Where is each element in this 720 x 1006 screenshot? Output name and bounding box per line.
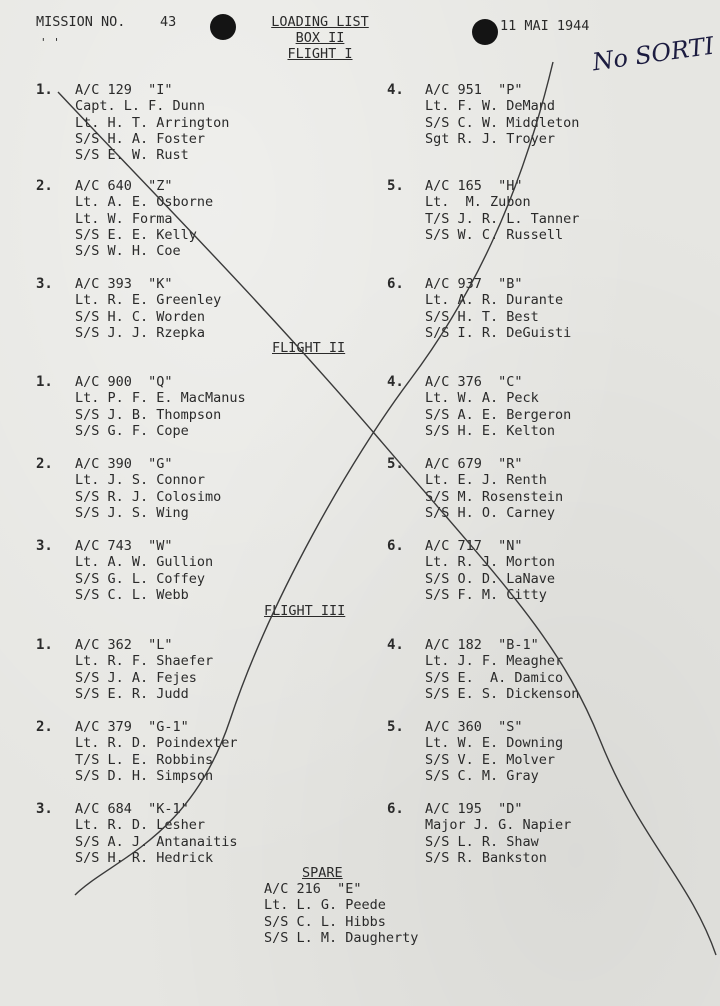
position-number: 6. [387,276,404,292]
crew-line: Lt. H. T. Arrington [75,114,230,131]
crew-line: S/S E. A. Damico [425,669,564,686]
crew-line: Lt. P. F. E. MacManus [75,390,246,407]
crew-line: T/S L. E. Robbins [75,751,214,768]
mission-number: 43 [160,14,177,30]
crew-line: Lt. R. D. Poindexter [75,735,238,752]
crew-line: Lt. W. A. Peck [425,390,539,407]
position-number: 1. [36,637,53,653]
crew-line: Sgt R. J. Troyer [425,130,556,147]
crew-line: S/S C. L. Hibbs [264,913,386,930]
position-number: 2. [36,456,53,472]
aircraft-line: A/C 376 "C" [425,374,523,390]
position-number: 2. [36,719,53,735]
strike-line-descending [58,92,716,955]
aircraft-line: A/C 360 "S" [425,719,523,735]
crew-line: S/S F. M. Citty [425,586,547,603]
aircraft-line: A/C 393 "K" [75,276,173,292]
crew-line: S/S A. J. Antanaitis [75,833,238,850]
crew-line: S/S H. A. Foster [75,130,206,147]
box-label: BOX II [295,30,345,46]
aircraft-line: A/C 216 "E" [264,881,362,897]
position-number: 1. [36,374,53,390]
crew-line: Major J. G. Napier [425,817,572,834]
aircraft-line: A/C 743 "W" [75,538,173,554]
crew-line: Lt. J. F. Meagher [425,653,564,670]
crew-line: Lt. R. D. Lesher [75,817,206,834]
crew-line: S/S J. S. Wing [75,504,189,521]
position-number: 3. [36,801,53,817]
crew-line: S/S L. R. Shaw [425,833,539,850]
crew-line: S/S I. R. DeGuisti [425,324,572,341]
position-number: 4. [387,82,404,98]
crew-line: Lt. R. F. Shaefer [75,653,214,670]
aircraft-line: A/C 129 "I" [75,82,173,98]
position-number: 5. [387,456,404,472]
mission-date: 11 MAI 1944 [500,18,590,34]
ditto-marks: ' ' [40,36,60,49]
aircraft-line: A/C 182 "B-1" [425,637,539,653]
aircraft-line: A/C 717 "N" [425,538,523,554]
position-number: 5. [387,719,404,735]
crew-line: Lt. L. G. Peede [264,897,386,914]
crew-line: S/S G. F. Cope [75,422,189,439]
aircraft-line: A/C 390 "G" [75,456,173,472]
aircraft-line: A/C 640 "Z" [75,178,173,194]
crew-line: S/S H. R. Hedrick [75,849,214,866]
crew-line: S/S J. A. Fejes [75,669,197,686]
crew-line: Lt. R. E. Greenley [75,292,222,309]
crew-line: S/S R. J. Colosimo [75,488,222,505]
crew-line: S/S G. L. Coffey [75,570,206,587]
crew-line: T/S J. R. L. Tanner [425,210,580,227]
crew-line: Lt. M. Zubon [425,194,531,211]
aircraft-line: A/C 900 "Q" [75,374,173,390]
aircraft-line: A/C 951 "P" [425,82,523,98]
crew-line: S/S D. H. Simpson [75,767,214,784]
crew-line: S/S E. R. Judd [75,685,189,702]
position-number: 3. [36,538,53,554]
aircraft-line: A/C 362 "L" [75,637,173,653]
crew-line: S/S J. B. Thompson [75,406,222,423]
crew-line: Lt. W. E. Downing [425,735,564,752]
flight-1-heading: FLIGHT I [287,46,353,62]
handwritten-note: No SORTI [590,31,716,77]
aircraft-line: A/C 679 "R" [425,456,523,472]
position-number: 4. [387,637,404,653]
crew-line: Lt. R. J. Morton [425,554,556,571]
crew-line: S/S H. E. Kelton [425,422,556,439]
crew-line: S/S C. M. Gray [425,767,539,784]
aircraft-line: A/C 379 "G-1" [75,719,189,735]
crew-line: Capt. L. F. Dunn [75,98,206,115]
position-number: 4. [387,374,404,390]
position-number: 1. [36,82,53,98]
crew-line: S/S W. C. Russell [425,226,564,243]
crew-line: S/S H. C. Worden [75,308,206,325]
crew-line: S/S E. W. Rust [75,147,189,164]
crew-line: S/S A. E. Bergeron [425,406,572,423]
crew-line: S/S R. Bankston [425,849,547,866]
crew-line: S/S W. H. Coe [75,243,181,260]
position-number: 2. [36,178,53,194]
crew-line: Lt. A. E. Osborne [75,194,214,211]
crew-line: S/S H. O. Carney [425,504,556,521]
aircraft-line: A/C 937 "B" [425,276,523,292]
flight-3-heading: FLIGHT III [264,603,346,619]
position-number: 6. [387,801,404,817]
strike-line-ascending [75,62,556,895]
flight-2-heading: FLIGHT II [272,340,346,356]
position-number: 5. [387,178,404,194]
document-title: LOADING LIST [271,14,369,30]
crew-line: Lt. F. W. DeMand [425,98,556,115]
crew-line: S/S M. Rosenstein [425,488,564,505]
crew-line: S/S J. J. Rzepka [75,324,206,341]
position-number: 3. [36,276,53,292]
crew-line: S/S E. E. Kelly [75,226,197,243]
crew-line: Lt. A. W. Gullion [75,554,214,571]
crew-line: S/S C. W. Middleton [425,114,580,131]
spare-heading: SPARE [302,865,343,881]
aircraft-line: A/C 684 "K-1" [75,801,189,817]
crew-line: Lt. A. R. Durante [425,292,564,309]
crew-line: S/S C. L. Webb [75,586,189,603]
crew-line: S/S L. M. Daugherty [264,929,419,946]
crew-line: Lt. E. J. Renth [425,472,547,489]
mission-label: MISSION NO. [36,14,126,30]
crew-line: S/S V. E. Molver [425,751,556,768]
aircraft-line: A/C 165 "H" [425,178,523,194]
position-number: 6. [387,538,404,554]
aircraft-line: A/C 195 "D" [425,801,523,817]
crew-line: S/S E. S. Dickenson [425,685,580,702]
crew-line: Lt. J. S. Connor [75,472,206,489]
crew-line: S/S H. T. Best [425,308,539,325]
crew-line: S/S O. D. LaNave [425,570,556,587]
crew-line: Lt. W. Forma [75,210,173,227]
